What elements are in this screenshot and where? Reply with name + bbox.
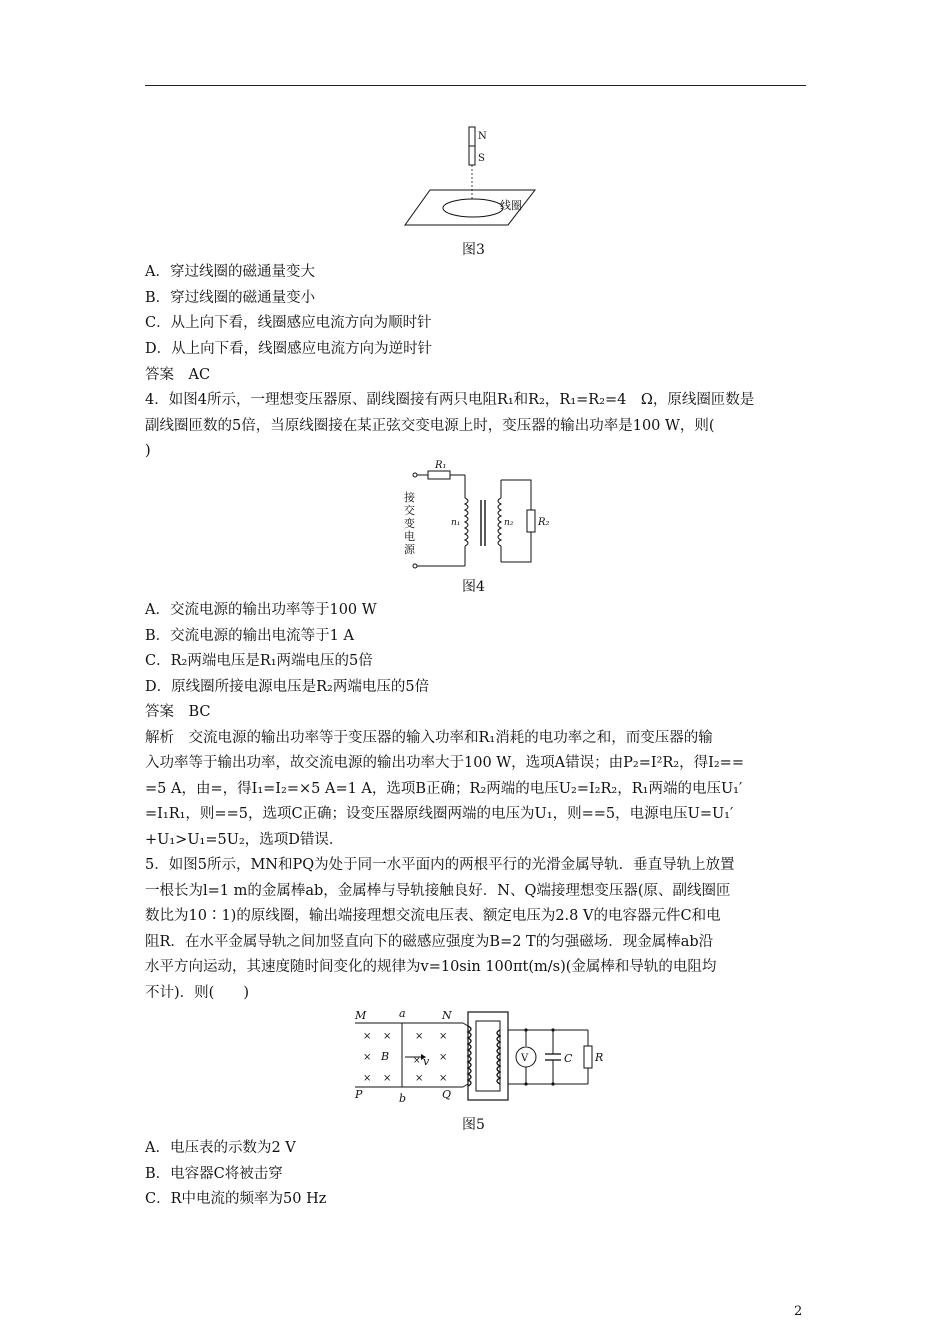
q5-stem-line-5: 水平方向运动，其速度随时间变化的规律为v=10sin 100πt(m/s)(金属棒和导轨的电阻均 — [145, 959, 717, 975]
coil-ellipse — [443, 199, 503, 217]
voltmeter-label: V — [521, 1053, 529, 1064]
q3-option-c: C．从上向下看，线圈感应电流方向为顺时针 — [145, 315, 432, 331]
figure-4-diagram — [395, 458, 565, 573]
field-cross: × — [413, 1056, 421, 1066]
field-cross: × — [363, 1031, 372, 1042]
field-cross: × — [383, 1031, 392, 1042]
figure-4-caption: 图4 — [462, 579, 485, 595]
page-number: 2 — [794, 1304, 803, 1319]
field-cross: × — [439, 1031, 448, 1042]
field-cross: × — [363, 1052, 372, 1063]
q5-stem-line-2: 一根长为l=1 m的金属棒ab，金属棒与导轨接触良好．N、Q端接理想变压器(原、副线圈匝 — [145, 883, 731, 899]
n2-label: n₂ — [504, 518, 514, 528]
figure-5-caption: 图5 — [462, 1117, 485, 1133]
coil-label: 线圈 — [500, 199, 522, 212]
q4-analysis-line-3: =5 A，由=，得I₁=I₂=×5 A=1 A，选项B正确；R₂两端的电压U₂=I₂R₂，R₁两端的电压U₁′ — [145, 781, 743, 797]
resistor-r — [584, 1046, 592, 1068]
q5-stem-line-3: 数比为10∶1)的原线圈，输出端接理想交流电压表、额定电压为2.8 V的电容器元件C和电 — [145, 908, 721, 924]
label-a: a — [399, 1007, 406, 1020]
q4-answer: 答案 BC — [145, 704, 211, 720]
field-cross: × — [383, 1073, 392, 1084]
n1-label: n₁ — [451, 518, 461, 528]
q3-option-b: B．穿过线圈的磁通量变小 — [145, 290, 316, 306]
r1-label: R₁ — [435, 460, 447, 471]
q4-option-a: A．交流电源的输出功率等于100 W — [145, 602, 377, 618]
q5-option-c: C．R中电流的频率为50 Hz — [145, 1191, 327, 1207]
capacitor-label: C — [564, 1052, 573, 1065]
magnet-n-label: N — [478, 131, 487, 142]
q3-answer: 答案 AC — [145, 367, 211, 383]
terminal-top — [413, 473, 417, 477]
r2-label: R₂ — [538, 517, 550, 528]
magnet-south — [469, 146, 475, 165]
q4-option-b: B．交流电源的输出电流等于1 A — [145, 628, 354, 644]
header-rule — [145, 85, 806, 86]
figure-5-diagram — [345, 1008, 615, 1108]
magnet-s-label: S — [478, 153, 485, 164]
label-v: v — [423, 1055, 430, 1068]
q5-option-a: A．电压表的示数为2 V — [145, 1140, 296, 1156]
figure-3-diagram — [400, 125, 540, 235]
source-char-3: 变 — [404, 517, 415, 530]
label-n: N — [442, 1009, 452, 1022]
source-char-2: 交 — [404, 504, 415, 517]
magnet-north — [469, 127, 475, 146]
q4-analysis-line-1: 解析 交流电源的输出功率等于变压器的输入功率和R₁消耗的电功率之和，而变压器的输 — [145, 730, 713, 746]
resistor-r1 — [428, 471, 450, 479]
q5-stem-line-6: 不计)．则( ) — [145, 985, 249, 1001]
q4-option-d: D．原线圈所接电源电压是R₂两端电压的5倍 — [145, 679, 430, 695]
resistor-r2 — [527, 510, 535, 532]
q5-stem-line-1: 5．如图5所示，MN和PQ为处于同一水平面内的两根平行的光滑金属导轨．垂直导轨上放置 — [145, 857, 735, 873]
q4-analysis-line-4: =I₁R₁，则==5，选项C正确；设变压器原线圈两端的电压为U₁，则==5，电源电压U=U₁′ — [145, 806, 734, 822]
field-cross: × — [415, 1073, 424, 1084]
field-cross: × — [363, 1073, 372, 1084]
q4-stem-line-1: 4．如图4所示，一理想变压器原、副线圈接有两只电阻R₁和R₂，R₁=R₂=4 Ω，原线圈匝数是 — [145, 392, 755, 408]
q4-analysis-line-5: +U₁>U₁=5U₂，选项D错误． — [145, 832, 344, 848]
transformer-core-inner — [476, 1021, 500, 1091]
figure-3-caption: 图3 — [462, 242, 485, 258]
q4-stem-line-3: ) — [145, 443, 151, 459]
resistor-label: R — [595, 1051, 604, 1064]
primary-coil — [465, 498, 468, 546]
q4-option-c: C．R₂两端电压是R₁两端电压的5倍 — [145, 653, 373, 669]
q4-analysis-line-2: 入功率等于输出功率，故交流电源的输出功率大于100 W，选项A错误；由P₂=I²R₂，得I₂== — [145, 755, 744, 771]
secondary-coil — [498, 498, 501, 546]
label-q: Q — [442, 1088, 452, 1101]
q4-stem-line-2: 副线圈匝数的5倍，当原线圈接在某正弦交变电源上时，变压器的输出功率是100 W，则( — [145, 418, 715, 434]
q5-stem-line-4: 阻R．在水平金属导轨之间加竖直向下的磁感应强度为B=2 T的匀强磁场．现金属棒ab沿 — [145, 934, 714, 950]
label-p: P — [355, 1088, 363, 1101]
field-cross: × — [439, 1052, 448, 1063]
field-cross: × — [415, 1031, 424, 1042]
q3-option-a: A．穿过线圈的磁通量变大 — [145, 264, 315, 280]
source-char-1: 接 — [404, 491, 415, 504]
terminal-bottom — [413, 564, 417, 568]
q3-option-d: D．从上向下看，线圈感应电流方向为逆时针 — [145, 341, 433, 357]
q5-option-b: B．电容器C将被击穿 — [145, 1166, 283, 1182]
label-b-field: B — [381, 1050, 390, 1063]
label-m: M — [355, 1009, 367, 1022]
source-char-5: 源 — [404, 543, 415, 556]
label-b: b — [399, 1092, 407, 1105]
field-cross: × — [439, 1073, 448, 1084]
source-char-4: 电 — [404, 530, 415, 543]
